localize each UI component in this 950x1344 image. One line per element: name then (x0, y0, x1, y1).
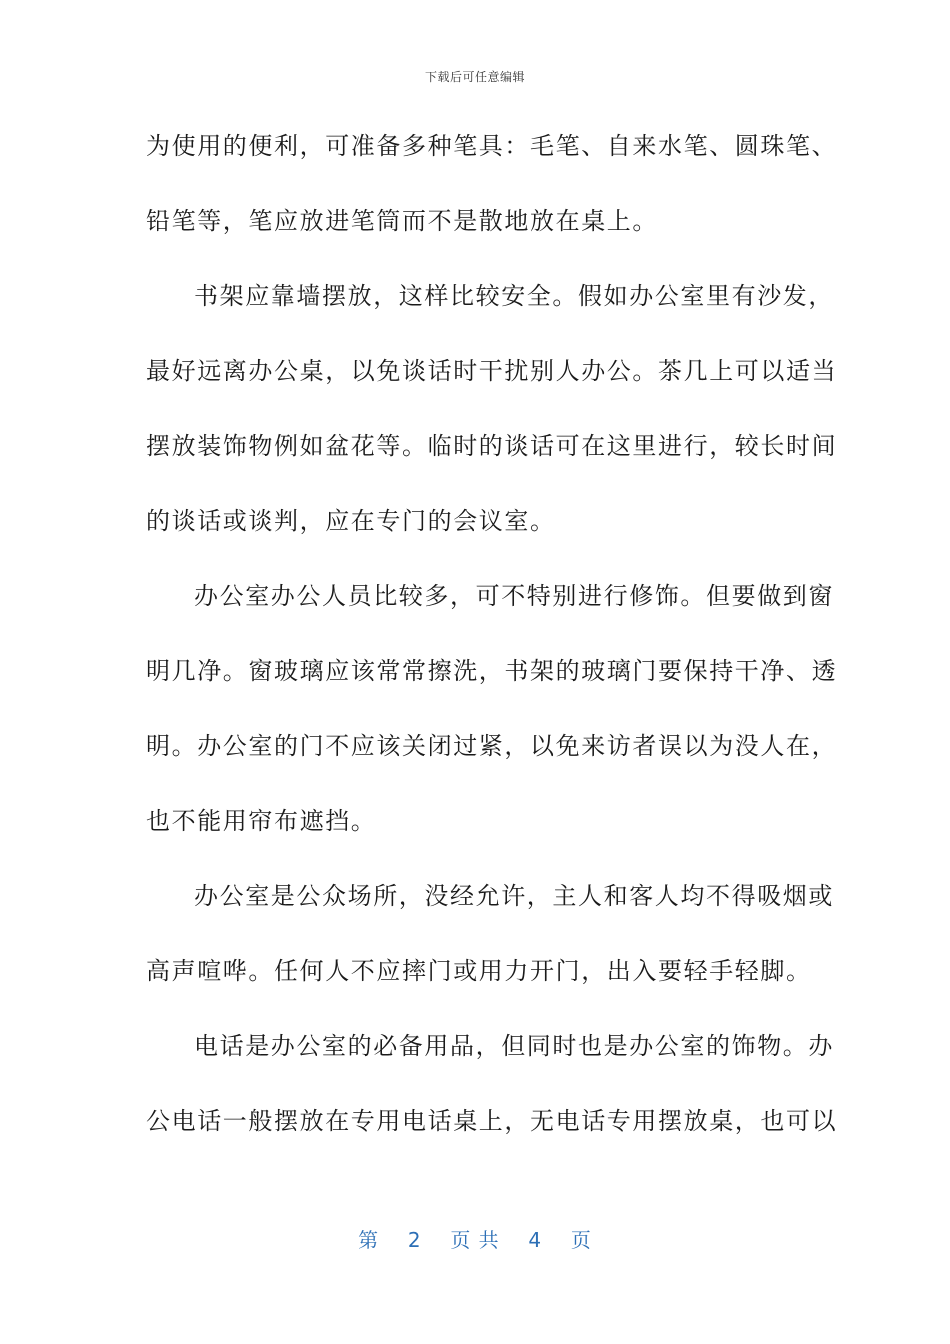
text-line: 高声喧哗。任何人不应摔门或用力开门，出入要轻手轻脚。 (146, 957, 812, 985)
current-page-number: 2 (407, 1228, 422, 1252)
text-line: 公电话一般摆放在专用电话桌上，无电话专用摆放桌，也可以 (146, 1107, 838, 1135)
paragraph-start-line: 电话是办公室的必备用品，但同时也是办公室的饰物。办 (194, 1032, 834, 1060)
header-note: 下载后可任意编辑 (424, 70, 525, 84)
paragraph-start-line: 书架应靠墙摆放，这样比较安全。假如办公室里有沙发， (194, 282, 834, 310)
body-text (146, 124, 838, 1174)
paragraph-start-line: 办公室是公众场所，没经允许，主人和客人均不得吸烟或 (194, 882, 834, 910)
page-middle-text: 页 共 (450, 1228, 500, 1252)
text-line: 摆放装饰物例如盆花等。临时的谈话可在这里进行，较长时间 (146, 432, 838, 460)
text-line: 明。办公室的门不应该关闭过紧，以免来访者误以为没人在， (146, 732, 838, 760)
page-number-footer (0, 1224, 950, 1253)
total-pages-number: 4 (528, 1228, 543, 1252)
text-line: 为使用的便利，可准备多种笔具：毛笔、自来水笔、圆珠笔、 (146, 132, 838, 160)
page-prefix: 第 (358, 1228, 380, 1252)
text-line: 的谈话或谈判，应在专门的会议室。 (146, 507, 556, 535)
text-line: 最好远离办公桌，以免谈话时干扰别人办公。茶几上可以适当 (146, 357, 838, 385)
text-line: 铅笔等，笔应放进笔筒而不是散地放在桌上。 (146, 207, 658, 235)
page-suffix: 页 (570, 1228, 592, 1252)
text-line: 也不能用帘布遮挡。 (146, 807, 377, 835)
text-line: 明几净。窗玻璃应该常常擦洗，书架的玻璃门要保持干净、透 (146, 657, 838, 685)
paragraph-start-line: 办公室办公人员比较多，可不特别进行修饰。但要做到窗 (194, 582, 834, 610)
